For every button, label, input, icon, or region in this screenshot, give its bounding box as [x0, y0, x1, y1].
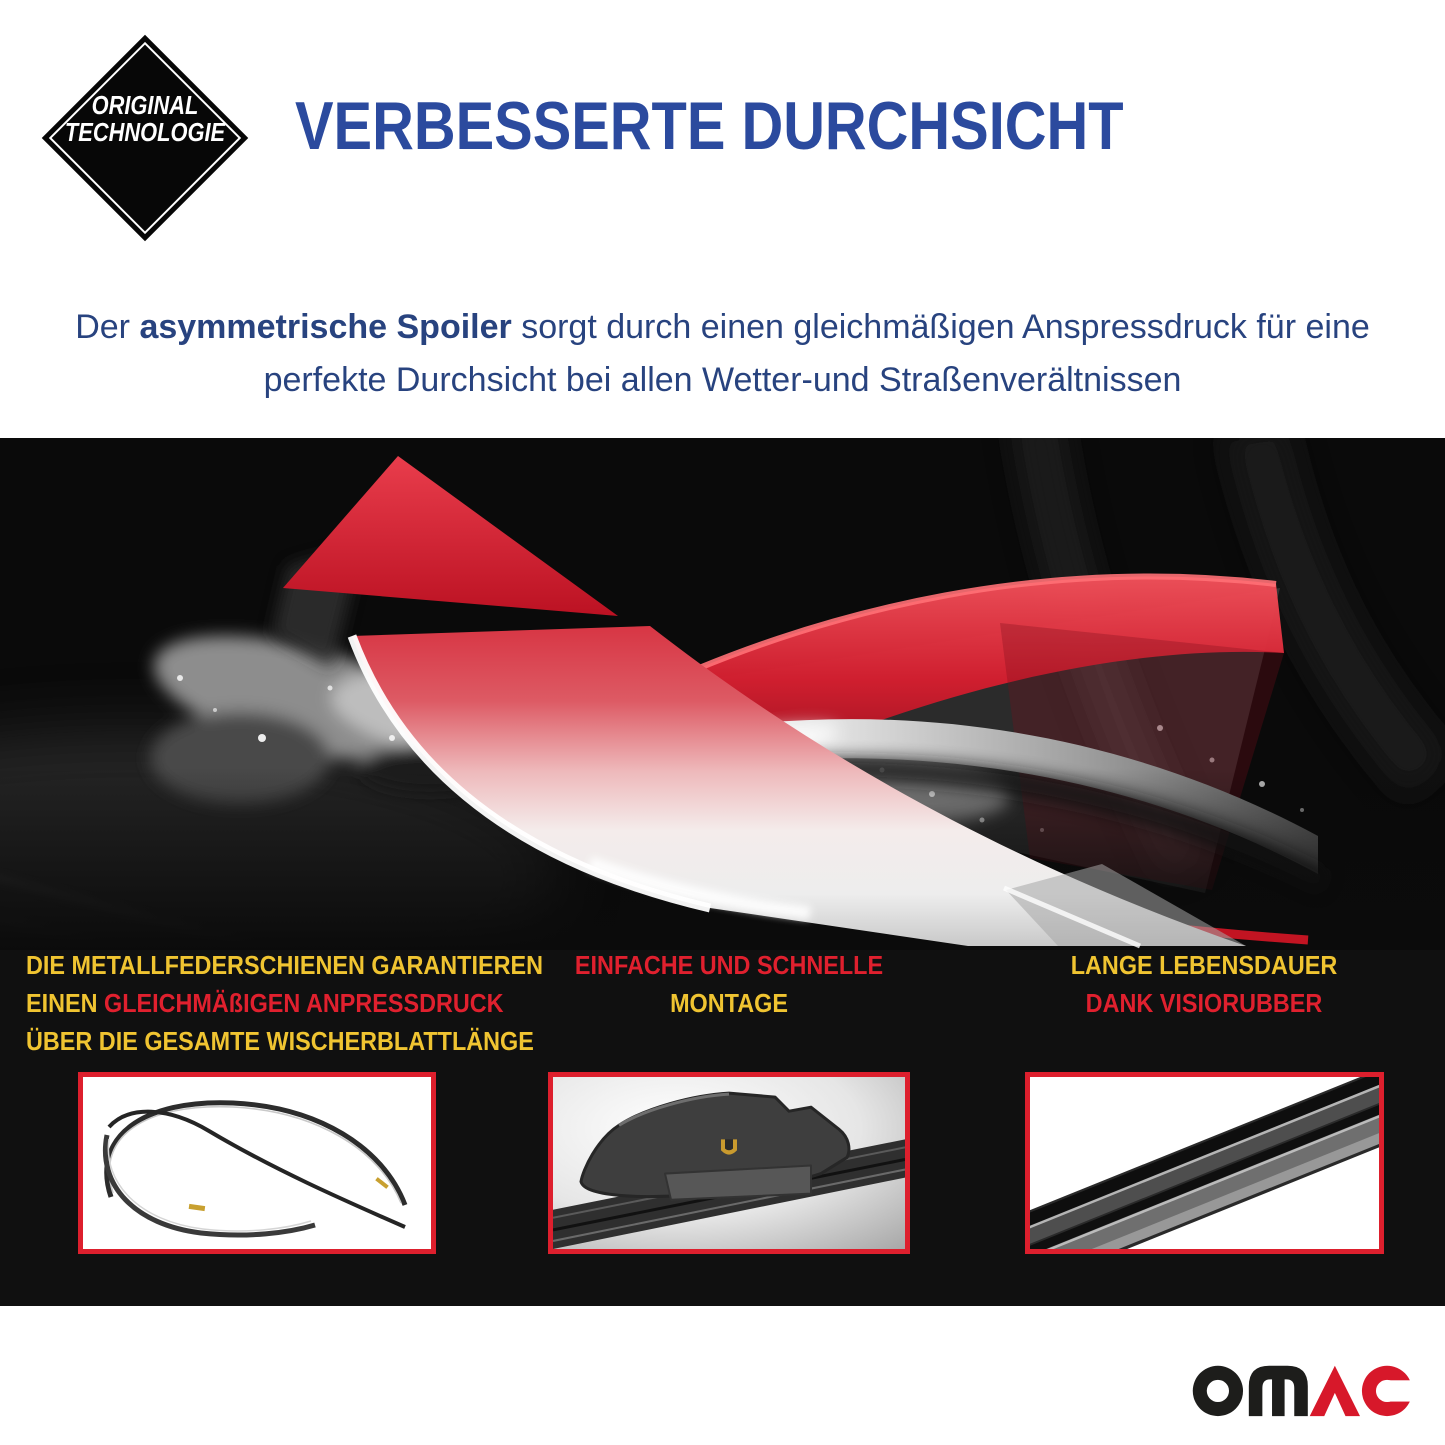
feature-caption-metal-rails [26, 946, 543, 1060]
caption-line: EINFACHE UND SCHNELLE [574, 950, 884, 980]
metal-rails-image [83, 1077, 431, 1249]
wiper-adapter-image-box [548, 1072, 910, 1254]
intro-line-2: perfekte Durchsicht bei allen Wetter-und Straßenverältnissen [263, 361, 1182, 399]
intro-line-1-bold: asymmetrische Spoiler [139, 308, 512, 346]
caption-line: DIE METALLFEDERSCHIENEN GARANTIEREN [26, 950, 543, 980]
caption-line: MONTAGE [670, 988, 788, 1018]
intro-line-1-post: sorgt durch einen gleichmäßigen Anspressdruck für eine [511, 308, 1370, 346]
wiper-spoiler-hero-image [0, 438, 1445, 950]
badge-line-2: TECHNOLOGIE [64, 117, 226, 147]
caption-segment: GLEICHMÄßIGEN ANPRESSDRUCK [104, 988, 504, 1018]
feature-caption-lifespan [1033, 946, 1375, 1022]
feature-caption-montage [558, 946, 900, 1022]
metal-rails-image-box [78, 1072, 436, 1254]
caption-segment: EINEN [26, 988, 105, 1018]
page-title: VERBESSERTE DURCHSICHT [295, 88, 1124, 164]
badge-text [44, 92, 246, 146]
omac-logo [1187, 1360, 1417, 1418]
caption-line [26, 984, 504, 1022]
intro-line-1 [0, 301, 1445, 354]
caption-line: LANGE LEBENSDAUER [1070, 950, 1338, 980]
caption-line: DANK VISIORUBBER [1085, 988, 1323, 1018]
caption-line: ÜBER DIE GESAMTE WISCHERBLATTLÄNGE [26, 1026, 534, 1056]
rubber-blade-image [1030, 1077, 1379, 1249]
hero-section [0, 438, 1445, 1306]
rubber-blade-image-box [1025, 1072, 1384, 1254]
wiper-adapter-image [553, 1077, 905, 1249]
intro-line-1-pre: Der [75, 308, 140, 346]
intro-text [0, 301, 1445, 407]
badge-line-1: ORIGINAL [91, 90, 199, 120]
